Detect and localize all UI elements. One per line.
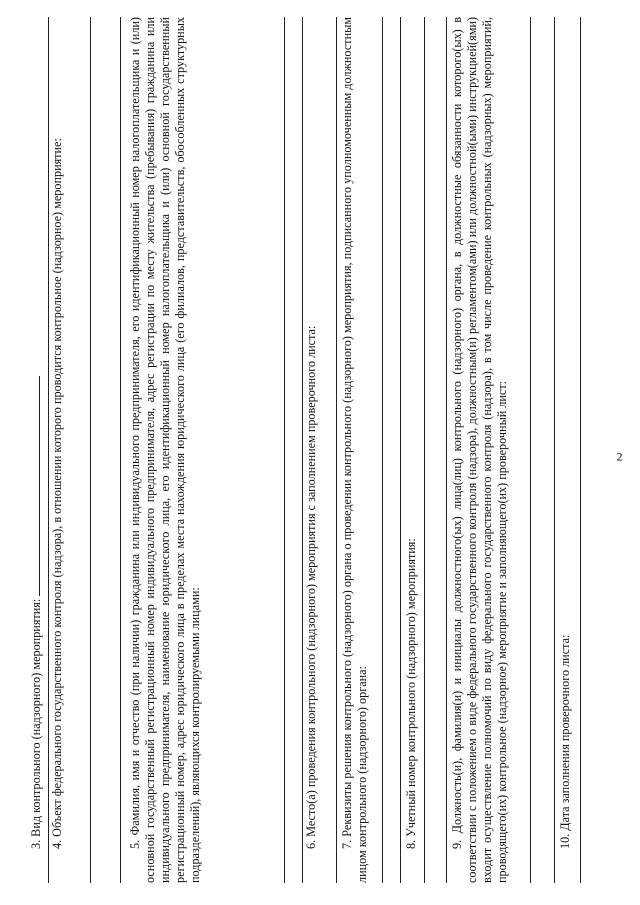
field-7-extra-line xyxy=(384,17,401,883)
field-5-label: 5. Фамилия, имя и отчество (при наличии) гражданина или индивидуального предпринимателя, его идентификационный номер налогоплательщика и (или) основной государственный регистрационный номер индивидуального предпринимателя, адрес регистрации по месту жительства (пребывания) гражданина или индивидуального предпринимателя, наименование юридического лица, его идентификационный номер налогоплательщика и (или) основной государственный регистрационный номер, адрес юридического лица в пределах места нахождения юридического лица (его филиалов, представительств, обособленных структурных подразделений), являющихся контролируемыми лицами: xyxy=(128,17,202,883)
field-5-controlled-person xyxy=(128,17,285,883)
field-9-label: 9. Должность(и), фамилия(и) и инициалы должностного(ых) лица(лиц) контрольного (надзорного) органа, в должностные обязанности которого(ых) в соответствии с положением о виде федерального государственного контроля (надзора), должностным(и) регламентом(ами) или должностной(ыми) инструкцией(ями) входит осуществление полномочий по виду федерального государственного контроля (надзора), в том числе проведение контрольных (надзорных) мероприятий, проводящего(их) контрольное (надзорное) мероприятие и заполняющего(их) проверочный лист: xyxy=(450,17,509,883)
field-10-label: 10. Дата заполнения проверочного листа: xyxy=(558,634,572,849)
field-9-extra-line xyxy=(534,17,555,883)
field-7-label: 7. Реквизиты решения контрольного (надзорного) органа о проведении контрольного (надзорного) мероприятия, подписанного уполномоченным должностным лицом контрольного (надзорного) органа: xyxy=(340,17,369,883)
field-8-record-number xyxy=(404,17,425,883)
field-3-label: 3. Вид контрольного (надзорного) мероприятия: xyxy=(29,598,43,849)
field-10-date xyxy=(558,17,581,883)
field-4-object xyxy=(50,17,91,883)
field-6-location xyxy=(304,17,337,883)
field-4-extra-line xyxy=(92,17,121,883)
form-fields xyxy=(28,17,588,883)
page-number: 2 xyxy=(616,449,623,464)
field-5-extra-line xyxy=(286,17,303,883)
field-9-officials xyxy=(450,17,531,883)
field-6-label: 6. Место(а) проведения контрольного (надзорного) мероприятия с заполнением проверочного листа: xyxy=(304,325,318,849)
field-7-decision-details xyxy=(340,17,383,883)
field-4-label: 4. Объект федерального государственного контроля (надзора), в отношении которого проводится контрольное (надзорное) мероприятие: xyxy=(50,138,64,849)
field-8-extra-line xyxy=(426,17,447,883)
field-3-inspection-type xyxy=(28,17,49,883)
field-3-blank xyxy=(28,376,40,596)
field-8-label: 8. Учетный номер контрольного (надзорного) мероприятия: xyxy=(404,538,418,849)
